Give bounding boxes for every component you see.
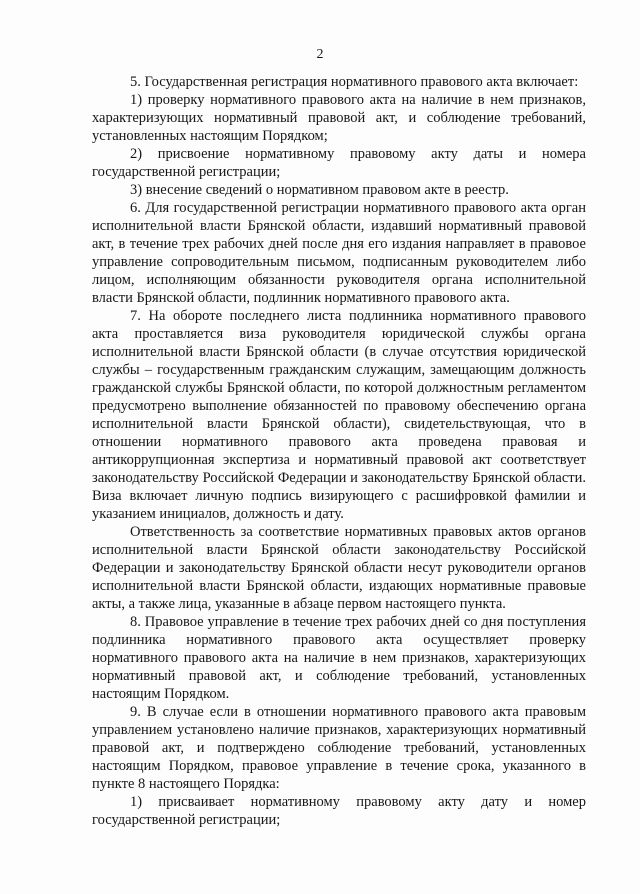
paragraph-5-item-3: 3) внесение сведений о нормативном правовом акте в реестр. [130, 182, 509, 198]
paragraph-5-item-2: 2) присвоение нормативному правовому акту даты и номера государственной регистрации; [92, 146, 586, 180]
paragraph-6: 6. Для государственной регистрации нормативного правового акта орган исполнительной власти Брянской области, издавший нормативный правовой акт, в течение трех рабочих дней после дня его издания направляет в правовое управление сопроводительным письмом, подписанным руководителем либо лицом, исполняющим обязанности руководителя органа исполнительной власти Брянской области, подлинник нормативного правового акта. [92, 200, 586, 306]
paragraph-5-item-1: 1) проверку нормативного правового акта на наличие в нем признаков, характеризующих нормативный правовой акт, и соблюдение требований, установленных настоящим Порядком; [92, 92, 586, 144]
paragraph-7-responsibility: Ответственность за соответствие нормативных правовых актов органов исполнительной власти Брянской области законодательству Российской Федерации и законодательству Брянской области несут руководители органов исполнительной власти Брянской области, издающих нормативные правовые акты, а также лица, указанные в абзаце первом настоящего пункта. [92, 524, 586, 612]
paragraph-7: 7. На обороте последнего листа подлинника нормативного правового акта проставляется виза руководителя юридической службы органа исполнительной власти Брянской области (в случае отсутствия юридической службы – государственным гражданским служащим, замещающим должность гражданской службы Брянской области, по которой должностным регламентом предусмотрено выполнение обязанностей по правовому обеспечению органа исполнительной власти Брянской области), свидетельствующая, что в отношении нормативного правового акта проведена правовая и антикоррупционная экспертиза и нормативный правовой акт соответствует законодательству Российской Федерации и законодательству Брянской области. Виза включает личную подпись визирующего с расшифровкой фамилии и указанием инициалов, должность и дату. [92, 308, 586, 522]
page-number: 2 [316, 47, 324, 62]
document-body [92, 73, 586, 829]
paragraph-9-intro: 9. В случае если в отношении нормативного правового акта правовым управлением установлено наличие признаков, характеризующих нормативный правовой акт, и подтверждено соблюдение требований, установленных настоящим Порядком, правовое управление в течение срока, указанного в пункте 8 настоящего Порядка: [92, 704, 586, 792]
paragraph-8: 8. Правовое управление в течение трех рабочих дней со дня поступления подлинника нормативного правового акта осуществляет проверку нормативного правового акта на наличие в нем признаков, характеризующих нормативный правовой акт, и соблюдение требований, установленных настоящим Порядком. [92, 614, 586, 702]
paragraph-5-intro: 5. Государственная регистрация нормативного правового акта включает: [130, 74, 579, 90]
paragraph-9-item-1: 1) присваивает нормативному правовому акту дату и номер государственной регистрации; [92, 794, 586, 828]
